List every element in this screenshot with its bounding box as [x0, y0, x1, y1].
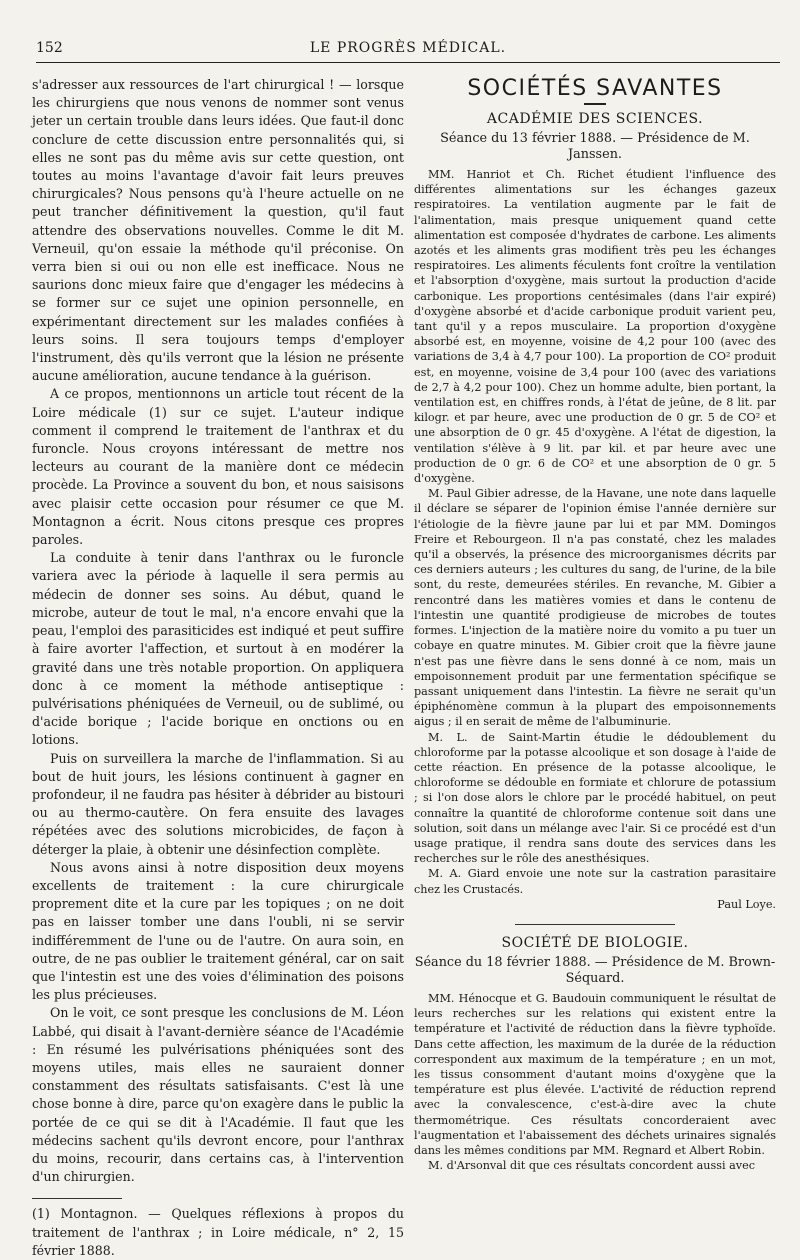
journal-title: LE PROGRÈS MÉDICAL.: [309, 40, 507, 56]
title-divider: [584, 103, 606, 105]
right-column: [414, 76, 776, 1173]
biologie-heading: SOCIÉTÉ DE BIOLOGIE.: [501, 934, 689, 951]
footnote-divider: [32, 1198, 122, 1199]
paragraph: M. L. de Saint-Martin étudie le dédoublement du chloroforme par la potasse alcoolique et son dosage à l'aide de cette réaction. En présence de la potasse alcoolique, le chloroforme se dédouble en formiate et chlorure de potassium ; si l'on dose alors le chlore par le procédé habituel, on peut connaître la quantité de chloroforme contenue soit dans une solution, soit dans un mélange avec l'air. Si ce procédé est d'un usage pratique, il rendra sans doute des services dans les recherches sur le rôle des anesthésiques.: [414, 730, 776, 866]
paragraph: Nous avons ainsi à notre disposition deux moyens excellents de traitement : la cure chirurgicale proprement dite et la cure par les topiques ; on ne doit pas en laisser tomber une dans l'oubli, ni se servir indifféremment de l'une ou de l'autre. On aura soin, en outre, de ne pas oublier le traitement général, car on sait que l'intestin est une des voies d'élimination des poisons les plus précieuses.: [32, 859, 404, 1003]
biologie-session-line: Séance du 18 février 1888. — Présidence de M. Brown-Séquard.: [414, 954, 776, 986]
page-header: [36, 40, 780, 63]
section-divider: [515, 924, 675, 925]
paragraph: MM. Hénocque et G. Baudouin communiquent le résultat de leurs recherches sur les relations qui existent entre la température et l'activité de réduction dans la fièvre typhoïde. Dans cette affection, les maximum de la durée de la réduction correspondent aux maximum de la température ; en un mot, les tissus consomment d'autant moins d'oxygène que la température est plus élevée. L'activité de réduction reprend avec la convalescence, c'est-à-dire avec la chute thermométrique. Ces résultats concorderaient avec l'augmentation et l'abaissement des déchets urinaires signalés dans les mêmes conditions par MM. Regnard et Albert Robin.: [414, 991, 776, 1157]
signature: Paul Loye.: [717, 897, 776, 911]
paragraph: M. Paul Gibier adresse, de la Havane, une note dans laquelle il déclare se séparer de l'opinion émise l'année dernière sur l'étiologie de la fièvre jaune par lui et par MM. Domingos Freire et Rebourgeon. Il n'a pas constaté, chez les malades qu'il a observés, la présence des microorganismes décrits par ces derniers auteurs ; les cultures du sang, de l'urine, de la bile sont, du reste, demeurées stériles. En revanche, M. Gibier a rencontré dans les matières vomies et dans le contenu de l'intestin une quantité prodigieuse de microbes de toutes formes. L'injection de la matière noire du vomito a pu tuer un cobaye en quatre minutes. M. Gibier croit que la fièvre jaune n'est pas une fièvre dans le sens donné à ce nom, mais un empoisonnement produit par une fermentation spécifique se passant uniquement dans l'intestin. La fièvre ne serait qu'un épiphénomène commun à la plupart des empoisonnements aigus ; il en serait de même de l'albuminurie.: [414, 487, 776, 729]
paragraph: A ce propos, mentionnons un article tout récent de la Loire médicale (1) sur ce sujet. L'auteur indique comment il comprend le traitement de l'anthrax et du furoncle. Nous croyons intéressant de mettre nos lecteurs au courant de la manière dont ce médecin procède. La Province a souvent du bon, et nous saisisons avec plaisir cette occasion pour résumer ce que M. Montagnon a écrit. Nous citons presque ces propres paroles.: [32, 386, 404, 548]
left-column: [32, 76, 404, 1260]
page-number: 152: [36, 40, 63, 56]
paragraph: Puis on surveillera la marche de l'inflammation. Si au bout de huit jours, les lésions continuent à gagner en profondeur, il ne faudra pas hésiter à débrider au bistouri ou au thermo-cautère. On fera ensuite des lavages répétées avec des solutions microbicides, de façon à déterger la plaie, à obtenir une désinfection complète.: [32, 750, 404, 857]
paragraph: s'adresser aux ressources de l'art chirurgical ! — lorsque les chirurgiens que nous venons de nommer sont venus jeter un certain trouble dans leurs idées. Que faut-il donc conclure de cette discussion entre personnalités qui, si elles ne sont pas du même avis sur cette question, ont toutes au moins l'avantage d'avoir fait leurs preuves chirurgicales? Nous pensons qu'à l'heure actuelle on ne peut trancher définitivement la question, qu'il faut attendre des observations nouvelles. Comme le dit M. Verneuil, qu'on essaie la méthode qu'il préconise. On verra bien si oui ou non elle est inefficace. Nous ne saurions donc mieux faire que d'engager les médecins à se former sur ce sujet une opinion personnelle, en expérimentant directement sur les malades confiées à leurs soins. Il sera toujours temps d'employer l'instrument, dès qu'ils verront que la lésion ne présente aucune amélioration, aucune tendance à la guérison.: [32, 77, 404, 384]
paragraph: M. d'Arsonval dit que ces résultats concordent aussi avec: [428, 1159, 755, 1173]
paragraph: La conduite à tenir dans l'anthrax ou le furoncle variera avec la période à laquelle il sera permis au médecin de donner ses soins. Au début, quand le microbe, auteur de tout le mal, n'a encore envahi que la peau, l'emploi des parasiticides est indiqué et peut suffire à faire avorter l'affection, et surtout à en modérer la gravité dans une très notable proportion. On appliquera donc à ce moment la méthode antiseptique : pulvérisations phéniquées de Verneuil, ou de sublimé, ou d'acide borique ; l'acide borique en onctions ou en lotions.: [32, 550, 404, 748]
footnote: (1) Montagnon. — Quelques réflexions à propos du traitement de l'anthrax ; in Loire médicale, n° 2, 15 février 1888.: [32, 1206, 404, 1258]
academie-heading: ACADÉMIE DES SCIENCES.: [486, 111, 704, 127]
paragraph: On le voit, ce sont presque les conclusions de M. Léon Labbé, qui disait à l'avant-dernière séance de l'Académie : En résumé les pulvérisations phéniquées sont des moyens utiles, mais elles ne sauraient donner constamment des résultats satisfaisants. C'est là une chose bonne à dire, parce qu'on exagère dans le public la portée de ce qui se dit à l'Académie. Il faut que les médecins sachent qu'ils devront encore, pour l'anthrax du moins, recourir, dans certains cas, à l'intervention d'un chirurgien.: [32, 1005, 404, 1185]
signature-line: [414, 897, 776, 912]
section-title: SOCIÉTÉS SAVANTES: [467, 76, 723, 101]
academie-session-line: Séance du 13 février 1888. — Présidence de M. Janssen.: [440, 131, 750, 162]
paragraph: M. A. Giard envoie une note sur la castration parasitaire chez les Crustacés.: [414, 867, 776, 896]
paragraph: MM. Hanriot et Ch. Richet étudient l'influence des différentes alimentations sur les échanges gazeux respiratoires. La ventilation augmente par le fait de l'alimentation, mais presque uniquement quand cette alimentation est composée d'hydrates de carbone. Les aliments azotés et les aliments gras modifient très peu les échanges respiratoires. Les aliments féculents font croître la ventilation et l'absorption d'oxygène, mais surtout la production d'acide carbonique. Les proportions centésimales (dans l'air expiré) d'oxygène absorbé et d'acide carbonique produit varient peu, tant qu'il y a repos musculaire. La proportion d'oxygène absorbé est, en moyenne, voisine de 4,2 pour 100 (avec des variations de 3,4 à 4,7 pour 100). La proportion de CO² produit est, en moyenne, voisine de 3,4 pour 100 (avec des variations de 2,7 à 4,2 pour 100). Chez un homme adulte, bien portant, la ventilation est, en chiffres ronds, à l'état de jeûne, de 8 lit. par kilogr. et par heure, avec une production de 0 gr. 5 de CO² et une absorption de 0 gr. 45 d'oxygène. A l'état de digestion, la ventilation s'élève à 9 lit. par kil. et par heure avec une production de 0 gr. 6 de CO² et une absorption de 0 gr. 5 d'oxygène.: [414, 168, 776, 486]
